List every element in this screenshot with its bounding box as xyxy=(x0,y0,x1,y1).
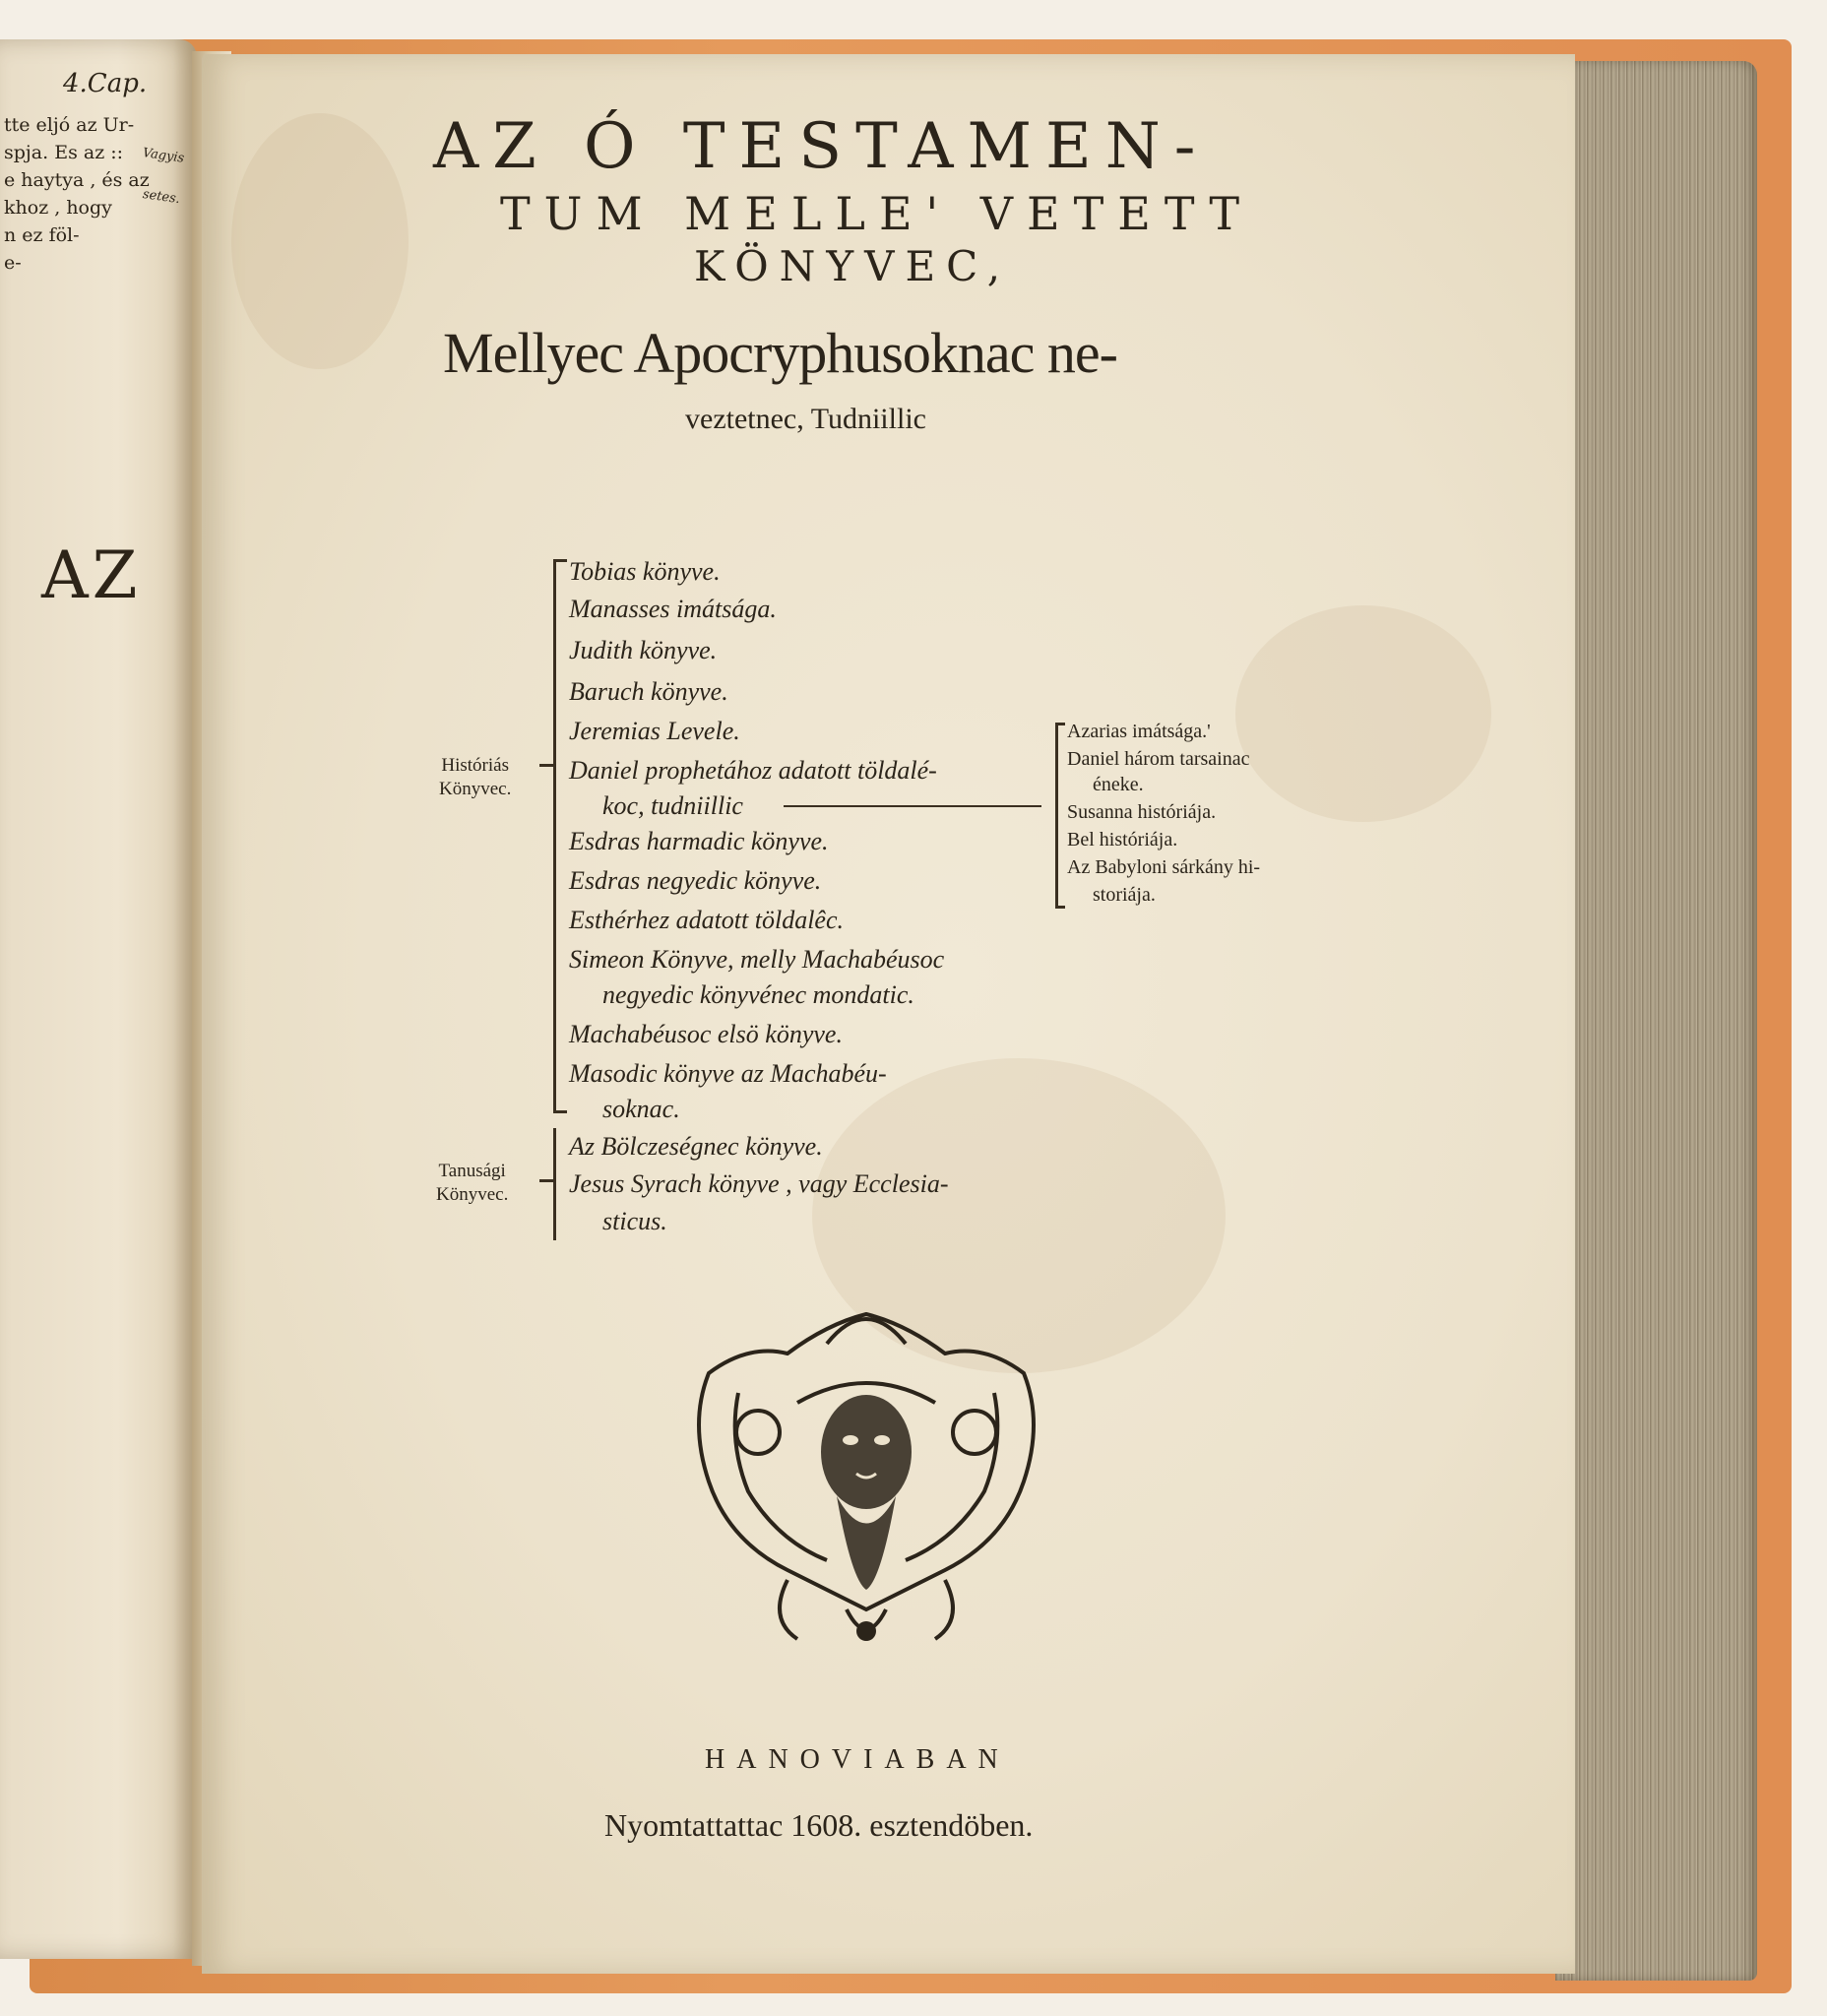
list-item: negyedic könyvénec mondatic. xyxy=(602,980,914,1009)
woodcut-ornament-icon xyxy=(669,1285,1063,1669)
sub-item: storiája. xyxy=(1093,884,1156,906)
category-label: Könyvec. xyxy=(439,778,512,799)
list-item: Az Bölczeségnec könyve. xyxy=(569,1132,823,1161)
paper-stain xyxy=(1235,605,1491,822)
list-item: Jeremias Levele. xyxy=(569,717,740,745)
left-page-line: n ez föl- xyxy=(4,224,80,246)
left-page xyxy=(0,39,197,1959)
sub-item: Az Babyloni sárkány hi- xyxy=(1067,856,1261,878)
catchword: AZ xyxy=(41,537,142,613)
list-item: Jesus Syrach könyve , vagy Ecclesia- xyxy=(569,1169,949,1198)
brace-point xyxy=(539,764,555,767)
category-historias xyxy=(439,754,511,801)
margin-note: setes. xyxy=(141,187,181,208)
list-item: soknac. xyxy=(602,1095,680,1123)
sub-item: éneke. xyxy=(1093,774,1144,795)
list-item: Manasses imátsága. xyxy=(569,595,777,623)
margin-note: Vagyis xyxy=(141,146,186,166)
list-item: koc, tudniillic xyxy=(602,791,743,820)
brace-daniel xyxy=(1055,723,1058,908)
sub-item: Azarias imátsága.' xyxy=(1067,721,1211,742)
brace-cap xyxy=(553,1110,567,1113)
sub-item: Daniel három tarsainac xyxy=(1067,748,1250,770)
left-page-line: e- xyxy=(4,252,22,274)
brace-tanusagi xyxy=(553,1128,556,1240)
list-item: Simeon Könyve, melly Machabéusoc xyxy=(569,945,945,974)
title-line-4: Mellyec Apocryphusoknac ne- xyxy=(443,321,1117,385)
left-page-line: spja. Es az :: xyxy=(4,142,124,163)
list-item: Tobias könyve. xyxy=(569,557,721,586)
paper-stain xyxy=(231,113,409,369)
category-label: Históriás xyxy=(441,755,509,776)
category-label: Könyvec. xyxy=(436,1183,509,1205)
list-item: Masodic könyve az Machabéu- xyxy=(569,1059,887,1088)
brace-cap xyxy=(1055,723,1065,725)
chapter-marker: 4.Cap. xyxy=(63,69,148,98)
brace-cap xyxy=(1055,906,1065,909)
list-item: Judith könyve. xyxy=(569,636,718,664)
left-page-line: khoz , hogy xyxy=(4,197,112,219)
title-line-2: TUM MELLE' VETETT xyxy=(500,187,1254,240)
page-block-edges xyxy=(1555,61,1757,1981)
list-item: Esdras negyedic könyve. xyxy=(569,866,822,895)
brace-cap xyxy=(553,559,567,562)
title-line-5: veztetnec, Tudniillic xyxy=(685,403,926,435)
category-tanusagi xyxy=(436,1160,508,1207)
imprint-line: Nyomtattattac 1608. esztendöben. xyxy=(604,1807,1034,1843)
title-line-1: AZ Ó TESTAMEN- xyxy=(433,110,1210,183)
list-item: sticus. xyxy=(602,1207,667,1235)
brace-point xyxy=(539,1179,555,1182)
list-item: Daniel prophetához adatott töldalé- xyxy=(569,756,937,785)
left-page-line: tte eljó az Ur- xyxy=(4,114,135,136)
sub-item: Bel históriája. xyxy=(1067,829,1178,850)
title-line-3: KÖNYVEC, xyxy=(694,242,1012,290)
left-page-line: e haytya , és az xyxy=(4,169,150,191)
category-label: Tanusági xyxy=(438,1161,506,1181)
brace-historias xyxy=(553,559,556,1110)
list-item: Baruch könyve. xyxy=(569,677,728,706)
list-item: Machabéusoc elsö könyve. xyxy=(569,1020,843,1048)
connector-rule xyxy=(784,805,1041,807)
list-item: Esdras harmadic könyve. xyxy=(569,827,829,855)
sub-item: Susanna históriája. xyxy=(1067,801,1217,823)
imprint-place: HANOVIABAN xyxy=(705,1744,1010,1775)
list-item: Esthérhez adatott töldalêc. xyxy=(569,906,844,934)
